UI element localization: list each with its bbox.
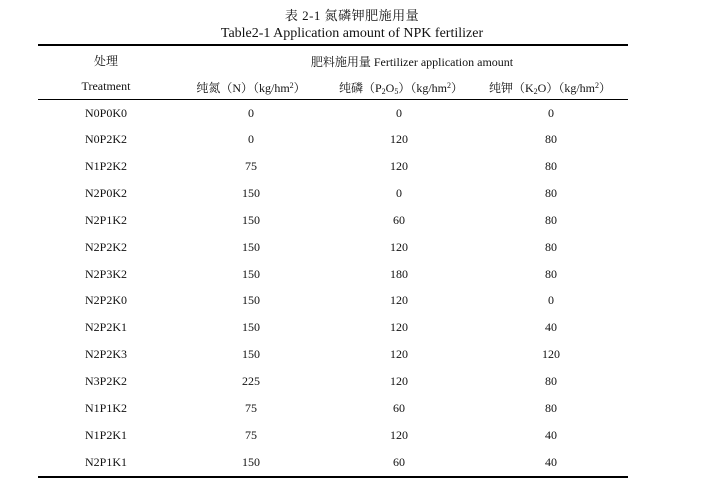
phosphorus-cell: 120: [390, 427, 408, 442]
table-row: [38, 153, 628, 180]
table-row: [38, 368, 628, 395]
treatment-cell: N2P0K2: [84, 186, 127, 201]
phosphorus-cell: 120: [390, 239, 408, 254]
nitrogen-cell: 150: [242, 347, 260, 362]
treatment-cell: N2P2K1: [84, 320, 127, 335]
treatment-cell: N2P3K2: [84, 266, 127, 281]
nitrogen-cell: 150: [242, 239, 260, 254]
table-row: [38, 287, 628, 314]
table-row: [38, 100, 628, 127]
table-row: [38, 422, 628, 449]
potassium-cell: 80: [545, 374, 557, 388]
potassium-cell: 80: [545, 266, 557, 281]
table-row: [38, 449, 628, 476]
treatment-cell: N2P2K2: [84, 239, 127, 254]
table-row: [38, 395, 628, 422]
phosphorus-cell: 120: [390, 374, 408, 388]
nitrogen-cell: 150: [242, 320, 260, 335]
top-rule: [38, 44, 628, 46]
potassium-cell: 0: [548, 105, 554, 120]
potassium-cell: 40: [545, 320, 557, 335]
header-treatment-chinese: 处理: [93, 54, 118, 68]
header-nitrogen-column: 纯氮$(N)(kg/hm^2)$: [196, 81, 306, 95]
treatment-cell: N3P2K2: [84, 374, 127, 388]
potassium-cell: 0: [548, 293, 554, 308]
nitrogen-cell: 225: [242, 374, 260, 388]
phosphorus-cell: 180: [390, 266, 408, 281]
table-row: [38, 207, 628, 234]
phosphorus-cell: 120: [390, 320, 408, 335]
nitrogen-cell: 150: [242, 454, 260, 469]
treatment-cell: N1P1K2: [84, 400, 127, 415]
table-caption-chinese: 表 2-1 氮磷钾肥施用量: [284, 8, 420, 23]
treatment-cell: N2P2K0: [84, 293, 127, 308]
treatment-cell: N0P2K2: [84, 132, 127, 147]
nitrogen-cell: 75: [245, 400, 257, 415]
phosphorus-cell: 120: [390, 159, 408, 174]
header-treatment-english: Treatment: [81, 79, 131, 93]
phosphorus-cell: 120: [390, 132, 408, 147]
nitrogen-cell: 0: [248, 105, 254, 120]
nitrogen-cell: 150: [242, 293, 260, 308]
potassium-cell: 80: [545, 186, 557, 201]
nitrogen-cell: 0: [248, 132, 254, 147]
header-fertilizer-group: 肥料施用量 Fertilizer application amount: [310, 55, 514, 69]
potassium-cell: 80: [545, 159, 557, 174]
potassium-cell: 40: [545, 454, 557, 469]
phosphorus-cell: 0: [396, 105, 402, 120]
phosphorus-cell: 60: [393, 454, 405, 469]
treatment-cell: N2P1K1: [84, 454, 127, 469]
phosphorus-cell: 60: [393, 400, 405, 415]
table-row: [38, 314, 628, 341]
treatment-cell: N2P2K3: [84, 347, 127, 362]
nitrogen-cell: 150: [242, 266, 260, 281]
potassium-cell: 40: [545, 427, 557, 442]
table-row: [38, 341, 628, 368]
header-phosphorus-column: 纯磷$(P_2O_5)(kg/hm^2)$: [338, 81, 464, 96]
nitrogen-cell: 75: [245, 427, 257, 442]
potassium-cell: 80: [545, 239, 557, 254]
treatment-cell: N0P0K0: [84, 105, 127, 120]
nitrogen-cell: 150: [242, 212, 260, 227]
treatment-cell: N1P2K1: [84, 427, 127, 442]
phosphorus-cell: 60: [393, 212, 405, 227]
phosphorus-cell: 120: [390, 293, 408, 308]
header-potassium-column: 纯钾$(K_2O)(kg/hm^2)$: [488, 81, 612, 96]
table-row: [38, 261, 628, 288]
nitrogen-cell: 150: [242, 186, 260, 201]
table-row: [38, 180, 628, 207]
phosphorus-cell: 0: [396, 186, 402, 201]
table-row: [38, 126, 628, 153]
treatment-cell: N1P2K2: [84, 159, 127, 174]
potassium-cell: 80: [545, 132, 557, 147]
bottom-rule: [38, 476, 628, 478]
nitrogen-cell: 75: [245, 159, 257, 174]
potassium-cell: 80: [545, 212, 557, 227]
potassium-cell: 80: [545, 400, 557, 415]
phosphorus-cell: 120: [390, 347, 408, 362]
table-row: [38, 234, 628, 261]
potassium-cell: 120: [542, 347, 560, 362]
treatment-cell: N2P1K2: [84, 212, 127, 227]
table-caption-english: Table2-1 Application amount of NPK fertilizer: [220, 26, 484, 41]
